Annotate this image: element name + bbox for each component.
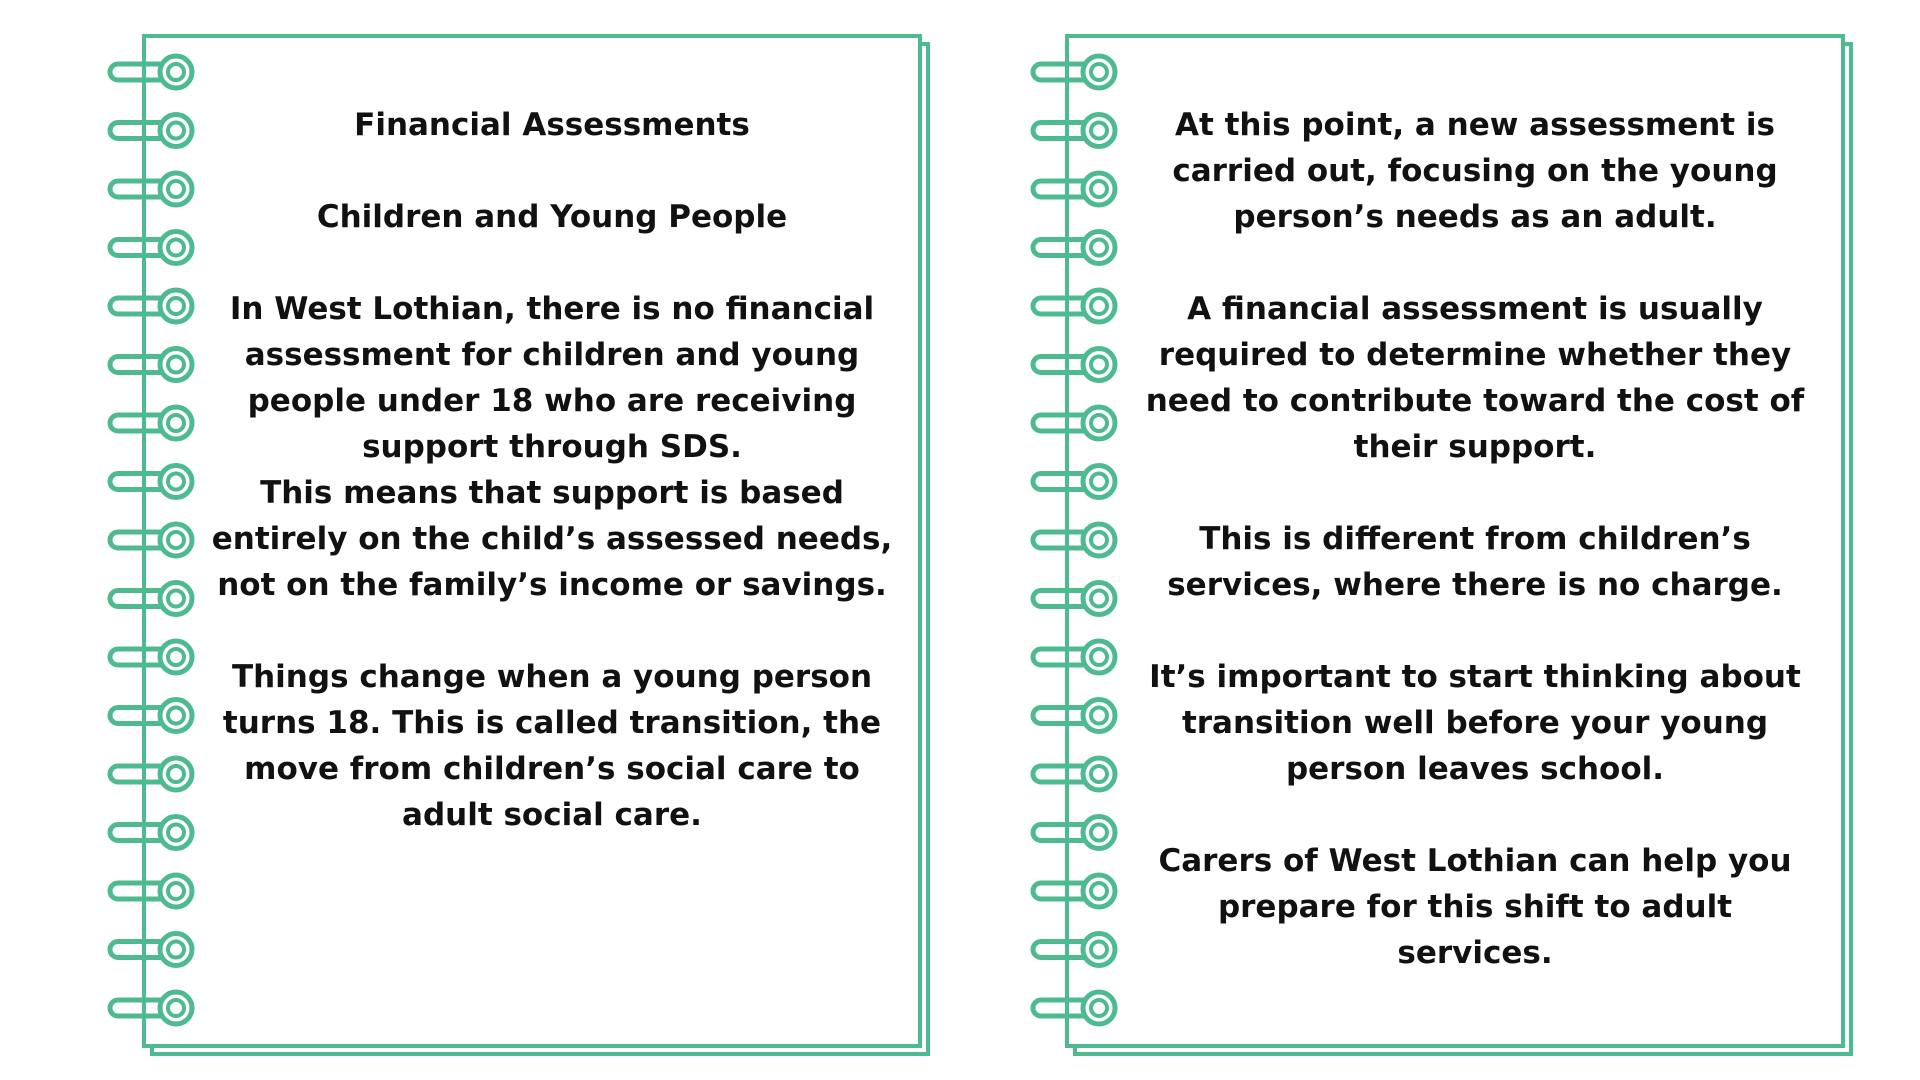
binding-ring <box>110 875 192 907</box>
binding-ring <box>110 349 192 381</box>
binding-ring <box>1033 758 1115 790</box>
binding-ring <box>1033 524 1115 556</box>
binding-ring <box>110 817 192 849</box>
paragraph: Things change when a young person turns 18. This is called transition, the move from children’s social care to adult social care. <box>222 659 882 833</box>
page-text-right <box>1135 102 1815 1022</box>
binding-ring <box>1033 115 1115 147</box>
binding-ring <box>110 232 192 264</box>
notebook-right <box>1065 34 1845 1048</box>
binding-ring <box>110 407 192 439</box>
paragraph: In West Lothian, there is no financial assessment for children and young people under 18 who are receiving support through SDS. <box>229 291 875 465</box>
binding-ring <box>110 290 192 322</box>
notebook-left <box>142 34 922 1048</box>
spiral-binding-icon <box>1029 34 1129 1048</box>
binding-ring <box>110 700 192 732</box>
page-title: Financial Assessments <box>354 107 750 143</box>
page-subtitle: Children and Young People <box>316 199 788 235</box>
binding-ring <box>110 758 192 790</box>
paragraph: A financial assessment is usually required to determine whether they need to contribute toward the cost of their support. <box>1145 291 1805 465</box>
binding-ring <box>110 173 192 205</box>
binding-ring <box>1033 934 1115 966</box>
binding-ring <box>1033 349 1115 381</box>
paragraph: This means that support is based entirely on the child’s assessed needs, not on the family’s income or savings. <box>211 475 893 603</box>
binding-ring <box>1033 173 1115 205</box>
binding-ring <box>1033 875 1115 907</box>
binding-ring <box>110 934 192 966</box>
binding-ring <box>1033 817 1115 849</box>
binding-ring <box>1033 583 1115 615</box>
paragraph: This is different from children’s services, where there is no charge. <box>1167 521 1783 603</box>
binding-ring <box>110 524 192 556</box>
paragraph: It’s important to start thinking about transition well before your young person leaves school. <box>1149 659 1801 787</box>
page-text-left <box>202 102 902 884</box>
binding-ring <box>110 115 192 147</box>
binding-ring <box>110 466 192 498</box>
binding-ring <box>1033 232 1115 264</box>
binding-ring <box>110 641 192 673</box>
spiral-binding-icon <box>106 34 206 1048</box>
paragraph: Carers of West Lothian can help you prepare for this shift to adult services. <box>1158 843 1792 971</box>
binding-ring <box>1033 56 1115 88</box>
binding-ring <box>1033 290 1115 322</box>
binding-ring <box>110 56 192 88</box>
paragraph: At this point, a new assessment is carried out, focusing on the young person’s needs as an adult. <box>1172 107 1778 235</box>
binding-ring <box>110 992 192 1024</box>
binding-ring <box>1033 407 1115 439</box>
binding-ring <box>1033 641 1115 673</box>
binding-ring <box>110 583 192 615</box>
binding-ring <box>1033 992 1115 1024</box>
binding-ring <box>1033 466 1115 498</box>
binding-ring <box>1033 700 1115 732</box>
